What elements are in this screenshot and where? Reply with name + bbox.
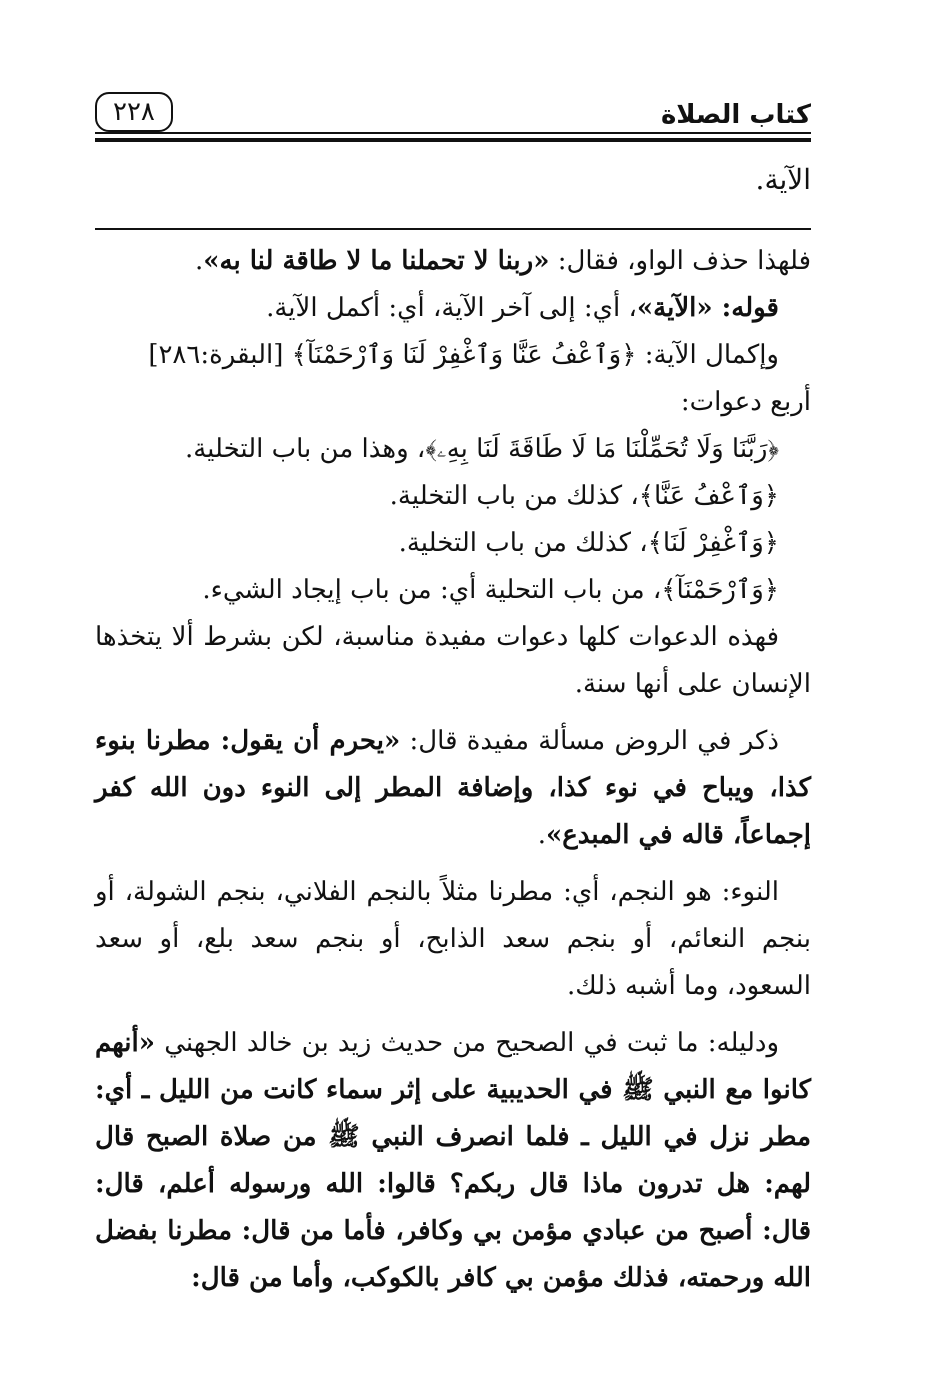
paragraph-4: أربع دعوات: (680, 387, 811, 417)
page-number: ٢٢٨ (95, 92, 173, 132)
paragraph-10-quote: «يحرم أن يقول: مطرنا بنوء كذا، ويباح في نوء كذا، وإضافة المطر إلى النوء دون الله كفر إجماعاً، قاله في المبدع» (95, 726, 811, 850)
paragraph-3: وإكمال الآية: ﴿وَٱعْفُ عَنَّا وَٱغْفِرْ لَنَا وَٱرْحَمْنَآ﴾ [البقرة:٢٨٦] (148, 340, 779, 370)
book-page (95, 92, 811, 1322)
header-rule-thin (95, 132, 811, 134)
page-header (95, 92, 811, 144)
paragraph-12 (95, 1020, 811, 1302)
paragraph-7: ﴿وَٱغْفِرْ لَنَا﴾، كذلك من باب التخلية. (398, 528, 779, 558)
paragraph-2-text: ، أي: إلى آخر الآية، أي: أكمل الآية. (266, 293, 637, 323)
paragraph-12-hadith: «أنهم كانوا مع النبي ﷺ في الحديبية على إثر سماء كانت من الليل ـ أي: مطر نزل في الليل ـ فلما انصرف النبي ﷺ من صلاة الصبح قال لهم: هل تدرون ماذا قال ربكم؟ قالوا: الله ورسوله أعلم، قال: قال: أصبح من عبادي مؤمن بي وكافر، فأما من قال: مطرنا بفضل الله ورحمته، فذلك مؤمن بي كافر بالكوكب، وأما من قال: (95, 1028, 811, 1293)
main-text (95, 238, 811, 1302)
paragraph-1-text: فلهذا حذف الواو، فقال: (549, 246, 811, 276)
paragraph-1 (95, 238, 811, 285)
paragraph-6: ﴿وَٱعْفُ عَنَّا﴾، كذلك من باب التخلية. (389, 481, 779, 511)
paragraph-1-quote: «ربنا لا تحملنا ما لا طاقة لنا به» (203, 246, 550, 276)
footnote-continuation: الآية. (755, 163, 811, 196)
paragraph-5: ﴿رَبَّنَا وَلَا تُحَمِّلْنَا مَا لَا طَاقَةَ لَنَا بِهِۦ﴾، وهذا من باب التخلية. (184, 434, 779, 464)
paragraph-10-end: . (537, 820, 547, 850)
paragraph-8: ﴿وَٱرْحَمْنَآ﴾، من باب التحلية أي: من باب إيجاد الشيء. (202, 575, 779, 605)
spacer (95, 1010, 811, 1020)
paragraph-12-text: ودليله: ما ثبت في الصحيح من حديث زيد بن خالد الجهني (155, 1028, 779, 1058)
chapter-title: كتاب الصلاة (660, 100, 811, 130)
paragraph-10 (95, 718, 811, 859)
paragraph-2 (95, 285, 811, 332)
paragraph-1-end: . (195, 246, 204, 276)
spacer (95, 859, 811, 869)
spacer (95, 708, 811, 718)
page-number-container (95, 92, 203, 132)
paragraph-9: فهذه الدعوات كلها دعوات مفيدة مناسبة، لكن بشرط ألا يتخذها الإنسان على أنها سنة. (95, 622, 811, 699)
footnote-separator (95, 228, 811, 230)
header-rule-thick (95, 138, 811, 142)
paragraph-10-text: ذكر في الروض مسألة مفيدة قال: (400, 726, 779, 756)
paragraph-2-lead: قوله: «الآية» (636, 293, 779, 323)
paragraph-11: النوء: هو النجم، أي: مطرنا مثلاً بالنجم الفلاني، بنجم الشولة، أو بنجم النعائم، أو بنجم سعد الذابح، أو بنجم سعد بلع، أو سعد السعود، وما أشبه ذلك. (95, 877, 811, 1001)
